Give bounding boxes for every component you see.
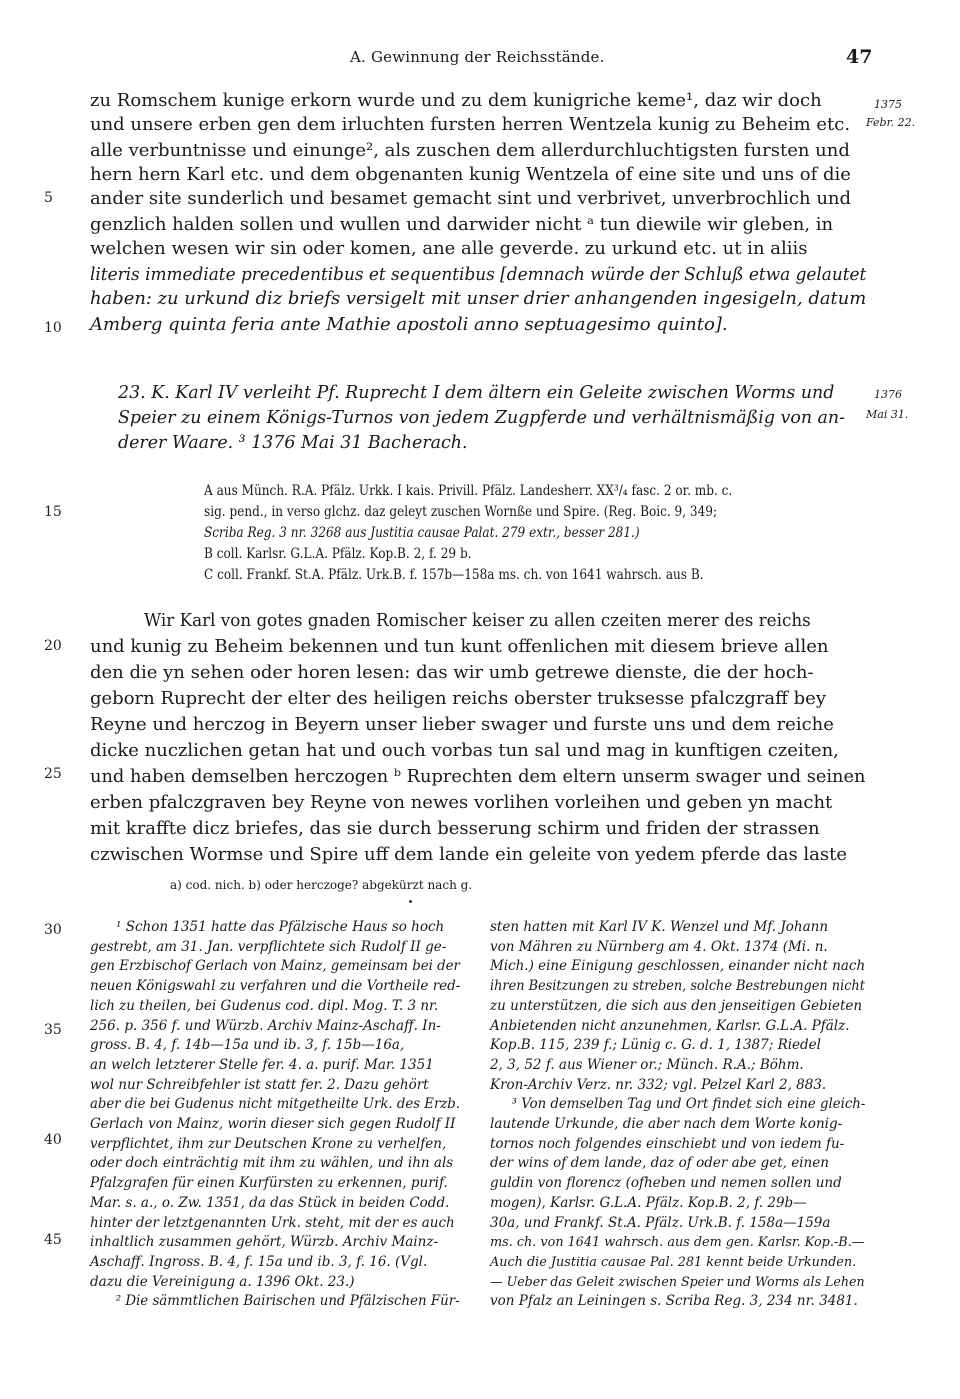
line-number: 30: [44, 922, 62, 938]
footnote-line: Pfalzgrafen für einen Kurfürsten zu erkennen, purif.: [90, 1175, 448, 1192]
footnote-line: 2, 3, 52 f. aus Wiener or.; Münch. R.A.; Böhm.: [490, 1056, 804, 1073]
line-number: 35: [44, 1022, 62, 1038]
footnote-line: Gerlach von Mainz, worin dieser sich gegen Rudolf II: [90, 1116, 456, 1133]
text-critical-notes: a) cod. nich. b) oder herczoge? abgekürzt nach g.: [170, 878, 473, 892]
text-line: hern hern Karl etc. und dem obgenanten kunig Wentzela of eine site und uns of die: [90, 164, 851, 185]
line-number: 15: [44, 504, 62, 520]
line-number: 25: [44, 766, 62, 782]
line-number: 5: [44, 190, 53, 206]
footnote-line: ms. ch. von 1641 wahrsch. aus dem gen. Karlsr. Kop.-B.—: [490, 1235, 865, 1251]
footnote-line: oder doch einträchtig mit ihm zu wählen, und ihn als: [90, 1155, 454, 1172]
footnote-line: tornos noch folgendes einschiebt und von iedem fu-: [490, 1135, 845, 1152]
text-line: mit kraffte dicz briefes, das sie durch besserung schirm und friden der strassen: [90, 818, 820, 839]
source-line: Scriba Reg. 3 nr. 3268 aus Justitia causae Palat. 279 extr., besser 281.): [204, 525, 640, 541]
footnote-line: gross. B. 4, f. 14b—15a und ib. 3, f. 15b—16a,: [90, 1037, 405, 1054]
source-line: C coll. Frankf. St.A. Pfälz. Urk.B. f. 157b—158a ms. ch. von 1641 wahrsch. aus B.: [204, 567, 704, 583]
footnote-line: Mich.) eine Einigung geschlossen, einander nicht nach: [490, 958, 866, 975]
text-line: welchen wesen wir sin oder komen, ane alle geverde. zu urkund etc. ut in aliis: [90, 238, 808, 259]
text-line: alle verbuntnisse und einunge², als zuschen dem allerdurchluchtigsten fursten und: [90, 140, 850, 161]
footnote-line: ³ Von demselben Tag und Ort findet sich eine gleich-: [511, 1096, 866, 1113]
heading-line: derer Waare. ³ 1376 Mai 31 Bacherach.: [118, 432, 468, 453]
margin-date-mai: Mai 31.: [866, 408, 909, 421]
footnote-line: ihren Besitzungen zu streben, solche Bestrebungen nicht: [490, 978, 865, 995]
margin-date-febr: Febr. 22.: [866, 116, 916, 129]
text-line: geborn Ruprecht der elter des heiligen reichs oberster truksesse pfalczgraff bey: [90, 688, 827, 709]
footnote-line: Kop.B. 115, 239 f.; Lünig c. G. d. 1, 1387; Riedel: [490, 1037, 821, 1054]
page-number: 47: [846, 46, 873, 68]
source-line: A aus Münch. R.A. Pfälz. Urkk. I kais. Privill. Pfälz. Landesherr. XX³/₄ fasc. 2 or. mb. c.: [204, 483, 733, 499]
footnote-line: ¹ Schon 1351 hatte das Pfälzische Haus so hoch: [116, 919, 445, 935]
text-line: Wir Karl von gotes gnaden Romischer keiser zu allen czeiten merer des reichs: [144, 610, 811, 631]
footnote-line: 30a, und Frankf. St.A. Pfälz. Urk.B. f. 158a—159a: [490, 1214, 831, 1231]
line-number: 40: [44, 1132, 62, 1148]
footnotes-right-column: [490, 918, 865, 1312]
footnote-line: guldin von florencz (ofheben und nemen sollen und: [490, 1175, 842, 1192]
source-line: sig. pend., in verso glchz. daz geleyt zuschen Wornße und Spire. (Reg. Boic. 9, 349;: [204, 504, 718, 520]
footnote-line: gen Erzbischof Gerlach von Mainz, gemeinsam bei der: [90, 958, 460, 975]
text-line: genzlich halden sollen und wullen und darwider nicht ᵃ tun diewile wir gleben, in: [90, 214, 834, 235]
footnote-line: der wins of dem lande, daz of oder abe get, einen: [490, 1155, 829, 1172]
text-line: dicke nuczlichen getan hat und ouch vorbas tun sal und mag in kunftigen czeiten,: [90, 740, 839, 761]
footnote-line: Mar. s. a., o. Zw. 1351, da das Stück in beiden Codd.: [90, 1194, 450, 1211]
footnote-line: Auch die Justitia causae Pal. 281 kennt beide Urkunden.: [490, 1254, 857, 1270]
footnote-line: zu unterstützen, die sich aus den jenseitigen Gebieten: [490, 997, 863, 1014]
footnote-line: neuen Königswahl zu verfahren und die Vortheile red-: [90, 978, 461, 995]
text-line: und kunig zu Beheim bekennen und tun kunt offenlichen mit diesem brieve allen: [90, 636, 829, 657]
text-line: und unsere erben gen dem irluchten fursten herren Wentzela kunig zu Beheim etc.: [90, 114, 851, 135]
line-number: 20: [44, 638, 62, 654]
separator-dot: [409, 900, 412, 903]
footnotes-left-column: [90, 918, 460, 1312]
text-line: zu Romschem kunige erkorn wurde und zu dem kunigriche keme¹, daz wir doch: [90, 90, 822, 111]
footnote-line: inhaltlich zusammen gehört, Würzb. Archiv Mainz-: [90, 1234, 439, 1251]
line-number: 45: [44, 1232, 62, 1248]
footnote-line: mogen), Karlsr. G.L.A. Pfälz. Kop.B. 2, f. 29b—: [490, 1194, 807, 1211]
margin-year-1375: 1375: [874, 98, 902, 111]
text-line: erben pfalczgraven bey Reyne von newes vorlihen vorleihen und geben yn macht: [90, 792, 833, 813]
footnote-line: von Pfalz an Leiningen s. Scriba Reg. 3, 234 nr. 3481.: [490, 1293, 858, 1310]
source-line: B coll. Karlsr. G.L.A. Pfälz. Kop.B. 2, f. 29 b.: [204, 546, 472, 562]
footnote-line: — Ueber das Geleit zwischen Speier und Worms als Lehen: [490, 1274, 865, 1290]
text-line: ander site sunderlich und besamet gemacht sint und verbrivet, unverbrochlich und: [90, 188, 852, 209]
footnote-line: Kron-Archiv Verz. nr. 332; vgl. Pelzel Karl 2, 883.: [490, 1076, 827, 1093]
footnote-line: lautende Urkunde, die aber nach dem Worte konig-: [490, 1116, 843, 1133]
line-number: 10: [44, 320, 62, 336]
footnote-line: wol nur Schreibfehler ist statt fer. 2. Dazu gehört: [90, 1076, 429, 1093]
footnote-line: Anbietenden nicht anzunehmen, Karlsr. G.L.A. Pfälz.: [490, 1017, 850, 1034]
text-line: literis immediate precedentibus et sequentibus [demnach würde der Schluß etwa gelautet: [90, 264, 867, 285]
footnote-line: 256. p. 356 f. und Würzb. Archiv Mainz-Aschaff. In-: [90, 1017, 441, 1034]
running-header: [0, 48, 960, 72]
heading-line: Speier zu einem Königs-Turnos von jedem Zugpferde und verhältnismäßig von an-: [118, 407, 846, 428]
heading-line: 23. K. Karl IV verleiht Pf. Ruprecht I dem ältern ein Geleite zwischen Worms und: [118, 382, 835, 403]
footnote-line: verpflichtet, ihm zur Deutschen Krone zu verhelfen,: [90, 1135, 447, 1152]
footnote-line: gestrebt, am 31. Jan. verpflichtete sich Rudolf II ge-: [90, 938, 447, 955]
footnote-line: sten hatten mit Karl IV K. Wenzel und Mf. Johann: [490, 919, 829, 935]
footnote-line: aber die bei Gudenus nicht mitgetheilte Urk. des Erzb.: [90, 1096, 461, 1113]
footnote-line: hinter der letztgenannten Urk. steht, mit der es auch: [90, 1214, 455, 1231]
text-line: Reyne und herczog in Beyern unser lieber swager und furste uns und dem reiche: [90, 714, 834, 735]
margin-year-1376: 1376: [874, 388, 902, 401]
footnote-line: lich zu theilen, bei Gudenus cod. dipl. Mog. T. 3 nr.: [90, 997, 439, 1014]
footnote-line: Aschaff. Ingross. B. 4, f. 15a und ib. 3, f. 16. (Vgl.: [90, 1253, 428, 1270]
footnote-line: dazu die Vereinigung a. 1396 Okt. 23.): [90, 1273, 355, 1290]
text-line: und haben demselben herczogen ᵇ Ruprechten dem eltern unserm swager und seinen: [90, 766, 866, 787]
text-line: haben: zu urkund diz briefs versigelt mit unser drier anhangenden ingesigeln, datum: [90, 288, 867, 309]
header-title: A. Gewinnung der Reichsstände.: [350, 48, 605, 66]
footnote-line: an welch letzterer Stelle fer. 4. a. purif. Mar. 1351: [90, 1056, 434, 1073]
footnote-line: von Mähren zu Nürnberg am 4. Okt. 1374 (Mi. n.: [490, 938, 828, 955]
text-line: den die yn sehen oder horen lesen: das wir umb getrewe dienste, die der hoch-: [90, 662, 814, 683]
footnote-line: ² Die sämmtlichen Bairischen und Pfälzischen Für-: [115, 1293, 460, 1310]
text-line: czwischen Wormse und Spire uff dem lande ein geleite von yedem pferde das laste: [90, 844, 848, 865]
text-line: Amberg quinta feria ante Mathie apostoli anno septuagesimo quinto].: [90, 314, 728, 335]
